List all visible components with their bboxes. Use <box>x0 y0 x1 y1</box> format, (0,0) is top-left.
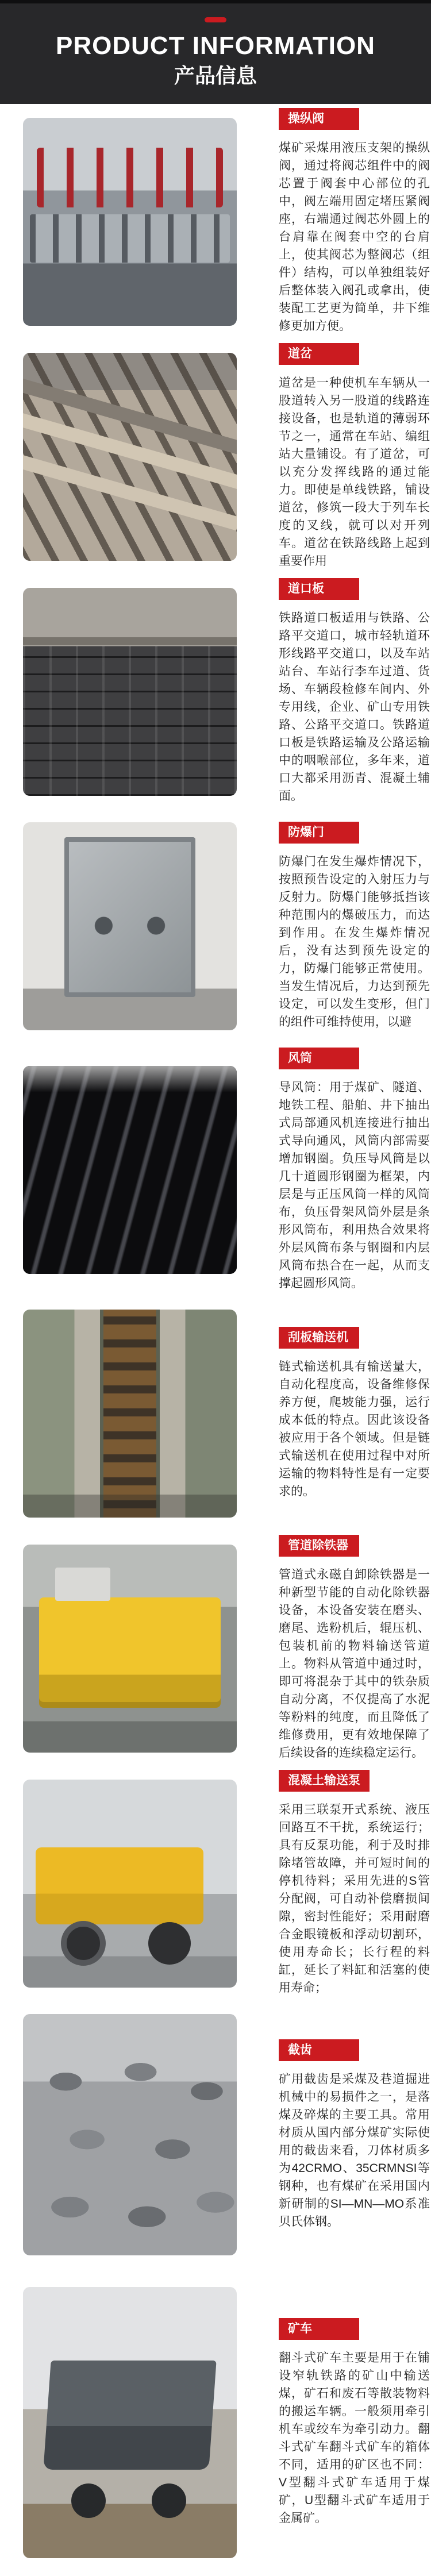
product-title-badge: 防爆门 <box>279 822 359 844</box>
product-info <box>279 343 431 570</box>
product-title-badge: 刮板输送机 <box>279 1327 359 1349</box>
product-title-badge: 混凝土输送泵 <box>279 1770 370 1792</box>
product-info <box>279 1770 431 1997</box>
product-section-mine-car <box>0 2269 431 2576</box>
product-description: 管道式永磁自卸除铁器是一种新型节能的自动化除铁器设备，本设备安装在磨头、磨尾、选粉机后，辊压机、包装机前的物料输送管道上。物料从管道中通过时，即可将混杂于其中的铁杂质自动分离，不仅提高了水泥等粉料的纯度，而且降低了维修费用，更有效地保障了后续设备的连续稳定运行。 <box>279 1568 430 1759</box>
product-list <box>0 104 431 2576</box>
product-info <box>279 2039 431 2231</box>
concrete-pump-photo <box>23 1780 237 1988</box>
product-section-air-duct <box>0 1044 431 1296</box>
product-info <box>279 1535 431 1762</box>
top-strip <box>0 0 431 3</box>
product-section-explosion-proof-door <box>0 809 431 1044</box>
product-section-railway-switch <box>0 339 431 574</box>
product-description: 道岔是一种使机车车辆从一股道转入另一股道的线路连接设备，也是轨道的薄弱环节之一，通常在车站、编组站大量铺设。有了道岔，可以充分发挥线路的通过能力。即使是单线铁路，铺设道岔，修筑一段大于列车长度的叉线，就可以对开列车。道岔在铁路线路上起到重要作用 <box>279 376 430 568</box>
product-description: 防爆门在发生爆炸情况下，按照预告设定的入射压力与反射力。防爆门能够抵挡该种范围内的爆破压力，而达到作用。在发生爆炸情况后，没有达到预先设定的力，防爆门能够正常使用。当发生情况后，力达到预先设定，可以发生变形，但门的组件可维持使用，以避 <box>279 855 430 1029</box>
cutting-picks-photo <box>23 2014 237 2255</box>
product-title-badge: 道口板 <box>279 578 359 600</box>
product-description: 煤矿采煤用液压支架的操纵阀，通过将阀芯组件中的阀芯置于阀套中心部位的孔中，阀左端用固定堵压紧阀座，右端通过阀芯外圆上的台肩靠在阀套中空的台肩上，使其阀芯为整阀芯（组件）结构，可以单独组装好后整体装入阀孔或拿出，使装配工艺更为简单，井下维修更加方便。 <box>279 141 430 333</box>
crossing-plate-photo <box>23 588 237 796</box>
product-description: 导风筒：用于煤矿、隧道、地铁工程、船舶、井下抽出式局部通风机连接进行抽出式导向通风，风筒内部需要增加钢圈。负压导风筒是以几十道圆形钢圈为框架，内层是与正压风筒一样的风筒布，负压骨架风筒外层是条形风筒布，利用热合效果将外层风筒布条与钢圈和内层风筒布热合在一起，从而支撑起圆形风筒。 <box>279 1081 430 1290</box>
scraper-conveyor-photo <box>23 1310 237 1518</box>
product-info <box>279 1048 431 1292</box>
product-info <box>279 2318 431 2527</box>
product-section-scraper-conveyor <box>0 1296 431 1531</box>
air-duct-photo <box>23 1066 237 1274</box>
product-description: 矿用截齿是采煤及巷道掘进机械中的易损件之一，是落煤及碎煤的主要工具。常用材质从国内部分煤矿实际使用的截齿来看，刀体材质多为42CRMO、35CRMNSI等钢种，也有煤矿在采用国内新研制的SI—MN—MO系准贝氏体钢。 <box>279 2072 430 2228</box>
mine-car-photo <box>23 2287 237 2558</box>
product-info <box>279 578 431 805</box>
control-valve-photo <box>23 118 237 326</box>
product-section-cutting-pick <box>0 2001 431 2269</box>
product-title-badge: 管道除铁器 <box>279 1535 359 1557</box>
product-section-pipeline-iron-remover <box>0 1531 431 1766</box>
explosion-proof-door-photo <box>23 822 237 1030</box>
header-title-en: PRODUCT INFORMATION <box>56 32 375 60</box>
product-description: 采用三联泵开式系统、液压回路互不干扰，系统运行；具有反泵功能，利于及时排除堵管故障，并可短时间的停机待料；采用先进的S管分配阀，可自动补偿磨损间隙，密封性能好；采用耐磨合金眼镜板和浮动切割环，使用寿命长；长行程的料缸，延长了料缸和活塞的使用寿命； <box>279 1803 430 1994</box>
product-title-badge: 操纵阀 <box>279 108 359 130</box>
product-section-concrete-pump <box>0 1766 431 2001</box>
product-section-crossing-plate <box>0 574 431 809</box>
product-section-control-valve <box>0 104 431 339</box>
page-header <box>0 0 431 104</box>
product-title-badge: 风筒 <box>279 1048 359 1069</box>
product-info <box>279 822 431 1031</box>
pipeline-iron-remover-photo <box>23 1545 237 1753</box>
product-info <box>279 108 431 335</box>
red-dash-accent <box>205 17 226 22</box>
header-title-cn: 产品信息 <box>174 64 257 87</box>
product-description: 翻斗式矿车主要是用于在铺设窄轨铁路的矿山中输送煤，矿石和废石等散装物料的搬运车辆。一般须用牵引机车或绞车为牵引动力。翻斗式矿车翻斗式矿车的箱体不同，适用的矿区也不同：V型翻斗式矿车适用于煤矿，U型翻斗式矿车适用于金属矿。 <box>279 2351 430 2525</box>
product-title-badge: 道岔 <box>279 343 359 365</box>
railway-switch-photo <box>23 353 237 561</box>
product-description: 链式输送机具有输送量大，自动化程度高，设备维修保养方便，爬坡能力强，运行成本低的特点。因此该设备被应用于各个领域。但是链式输送机在使用过程中对所运输的物料特性是有一定要求的。 <box>279 1360 430 1498</box>
product-description: 铁路道口板适用与铁路、公路平交道口，城市轻轨道环形线路平交道口，以及车站站台、车站行李车过道、货场、车辆段检修车间内、外专用线，企业、矿山专用铁路、公路平交道口。铁路道口板是铁路运输及公路运输中的咽喉部位，多年来，道口大都采用沥青、混凝土辅面。 <box>279 611 430 803</box>
product-title-badge: 矿车 <box>279 2318 359 2340</box>
product-info <box>279 1327 431 1500</box>
product-title-badge: 截齿 <box>279 2039 359 2061</box>
